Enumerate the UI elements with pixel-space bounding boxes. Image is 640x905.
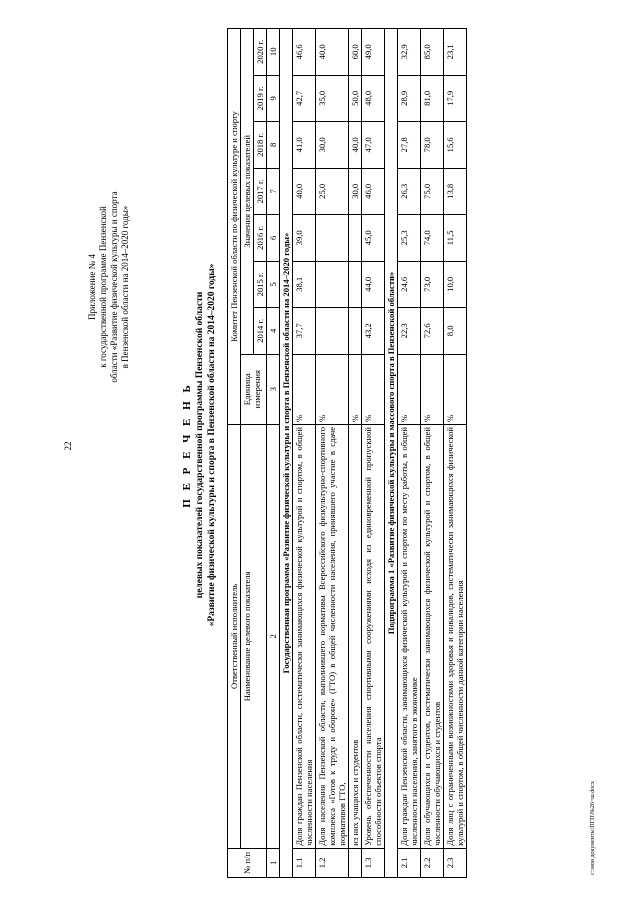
value-cell: 26,3 [398,168,421,215]
table-row [316,29,349,878]
value-cell [316,308,349,355]
year-header: 2014 г. [254,308,267,355]
value-cell: 75,0 [421,168,444,215]
column-number: 4 [267,308,280,355]
appendix-note [87,137,131,437]
indicators-table [227,28,467,878]
row-number: 2.3 [444,848,467,877]
value-cell: 43,2 [362,308,385,355]
heading-subtitle: «Развитие физической культуры и спорта в Пензенской области на 2014–2020 годы» [207,263,217,627]
year-header: 2018 г. [254,122,267,169]
column-number: 7 [267,168,280,215]
value-cell: 85,0 [421,29,444,76]
value-cell: 49,0 [362,29,385,76]
indicator-name: Доля населения Пензенской области, выполнившего нормативы Всероссийского физкультурно-спортивного комплекса «Готов к труду и обороне» (ГТО) в общей численности населения, принявшего участие в сдаче нормативов ГТО, [316,424,349,848]
heading-title: П Е Р Е Ч Е Н Ь [181,382,193,508]
value-cell: 32,9 [398,29,421,76]
value-cell: 60,0 [349,29,362,76]
value-cell: 46,6 [293,29,316,76]
document-heading [180,45,218,845]
value-cell: 23,1 [444,29,467,76]
value-cell: 38,1 [293,261,316,308]
row-number: 2.1 [398,848,421,877]
value-cell: 28,9 [398,75,421,122]
subprogram-title: Подпрограмма 1 «Развитие физической культуры и массового спорта в Пензенской области» [385,29,398,878]
year-header: 2017 г. [254,168,267,215]
indicator-name: Доля граждан Пензенской области, занимающихся физической культурой и спортом по месту работы, в общей численности населения, занятого в экономике [398,424,421,848]
value-cell: 73,0 [421,261,444,308]
value-cell: 8,0 [444,308,467,355]
row-number: 1.1 [293,848,316,877]
year-header: 2019 г. [254,75,267,122]
indicator-name: Доля обучающихся и студентов, систематически занимающихся физической культурой и спортом, в общей численности обучающихся и студентов [421,424,444,848]
value-cell: 25,0 [316,168,349,215]
value-cell [349,215,362,262]
section-a-rows [293,29,385,878]
year-header: 2020 г. [254,29,267,76]
value-cell: 40,0 [316,29,349,76]
value-cell: 22,3 [398,308,421,355]
column-number: 5 [267,261,280,308]
column-number: 1 [267,848,280,877]
value-cell: 74,0 [421,215,444,262]
column-number: 9 [267,75,280,122]
row-number [349,848,362,877]
header-indicator-name: Наименование целевого показателя [241,424,267,848]
file-path-footer: c:\мои документы\ПГП\№26~ш.docx [590,781,596,875]
value-cell: 27,8 [398,122,421,169]
table-row [421,29,444,878]
indicator-name: из них учащихся и студентов [349,424,362,848]
value-cell: 35,0 [316,75,349,122]
value-cell: 13,8 [444,168,467,215]
appendix-line: области «Развитие физической культуры и спорта [109,191,119,383]
section-row [280,29,293,878]
column-number: 2 [267,424,280,848]
value-cell: 17,9 [444,75,467,122]
row-number: 1.2 [316,848,349,877]
value-cell: 40,0 [293,168,316,215]
column-number: 10 [267,29,280,76]
value-cell: 15,6 [444,122,467,169]
year-header: 2015 г. [254,261,267,308]
column-number: 6 [267,215,280,262]
value-cell [349,261,362,308]
value-cell: 78,0 [421,122,444,169]
value-cell: 40,0 [349,122,362,169]
value-cell: 72,6 [421,308,444,355]
value-cell [316,261,349,308]
unit-cell: % [349,354,362,424]
value-cell: 46,0 [362,168,385,215]
header-unit: Единица измерения [241,354,267,424]
header-no: № п/п [228,848,267,877]
column-number: 8 [267,122,280,169]
header-row [228,29,241,878]
value-cell: 10,0 [444,261,467,308]
unit-cell: % [444,354,467,424]
table-row [362,29,385,878]
value-cell: 41,0 [293,122,316,169]
table-row [293,29,316,878]
header-row [241,29,254,878]
page-number: 22 [63,441,73,451]
value-cell: 48,0 [362,75,385,122]
indicator-name: Доля граждан Пензенской области, систематически занимающихся физической культурой и спортом, в общей численности населения [293,424,316,848]
indicator-name: Уровень обеспеченности населения спортивными сооружениями исходя из единовременной пропускной способности объектов спорта [362,424,385,848]
section-title: Государственная программа «Развитие физической культуры и спорта в Пензенской области на 2014–2020 годы» [280,29,293,878]
unit-cell: % [398,354,421,424]
value-cell: 11,5 [444,215,467,262]
column-numbers-row [267,29,280,878]
appendix-line: к государственной программе Пензенской [98,206,108,368]
unit-cell: % [362,354,385,424]
value-cell: 45,0 [362,215,385,262]
value-cell: 30,0 [349,168,362,215]
appendix-line: Приложение № 4 [87,254,97,320]
header-responsible: Ответственный исполнитель [228,424,241,848]
value-cell: 39,0 [293,215,316,262]
value-cell: 24,6 [398,261,421,308]
year-header: 2016 г. [254,215,267,262]
unit-cell: % [293,354,316,424]
value-cell: 81,0 [421,75,444,122]
indicator-name: Доля лиц с ограниченными возможностями здоровья и инвалидов, систематически занимающихся физической культурой и спортом, в общей численности данной категории населения [444,424,467,848]
table-row [444,29,467,878]
column-number: 3 [267,354,280,424]
table-row [398,29,421,878]
value-cell: 50,0 [349,75,362,122]
value-cell: 47,0 [362,122,385,169]
value-cell [349,308,362,355]
appendix-line: в Пензенской области на 2014–2020 годы» [120,205,130,369]
value-cell: 42,7 [293,75,316,122]
value-cell: 30,0 [316,122,349,169]
unit-cell: % [421,354,444,424]
value-cell: 44,0 [362,261,385,308]
row-number: 2.2 [421,848,444,877]
value-cell [316,215,349,262]
section-b-rows [398,29,467,878]
subprogram-row [385,29,398,878]
heading-subtitle: целевых показателей государственной программы Пензенской области [195,291,205,599]
value-cell: 25,3 [398,215,421,262]
table-row [349,29,362,878]
row-number: 1.3 [362,848,385,877]
value-cell: 37,7 [293,308,316,355]
header-values: Значения целевых показателей [241,29,254,355]
header-responsible-value: Комитет Пензенской области по физической культуре и спорту [228,29,241,425]
unit-cell: % [316,354,349,424]
